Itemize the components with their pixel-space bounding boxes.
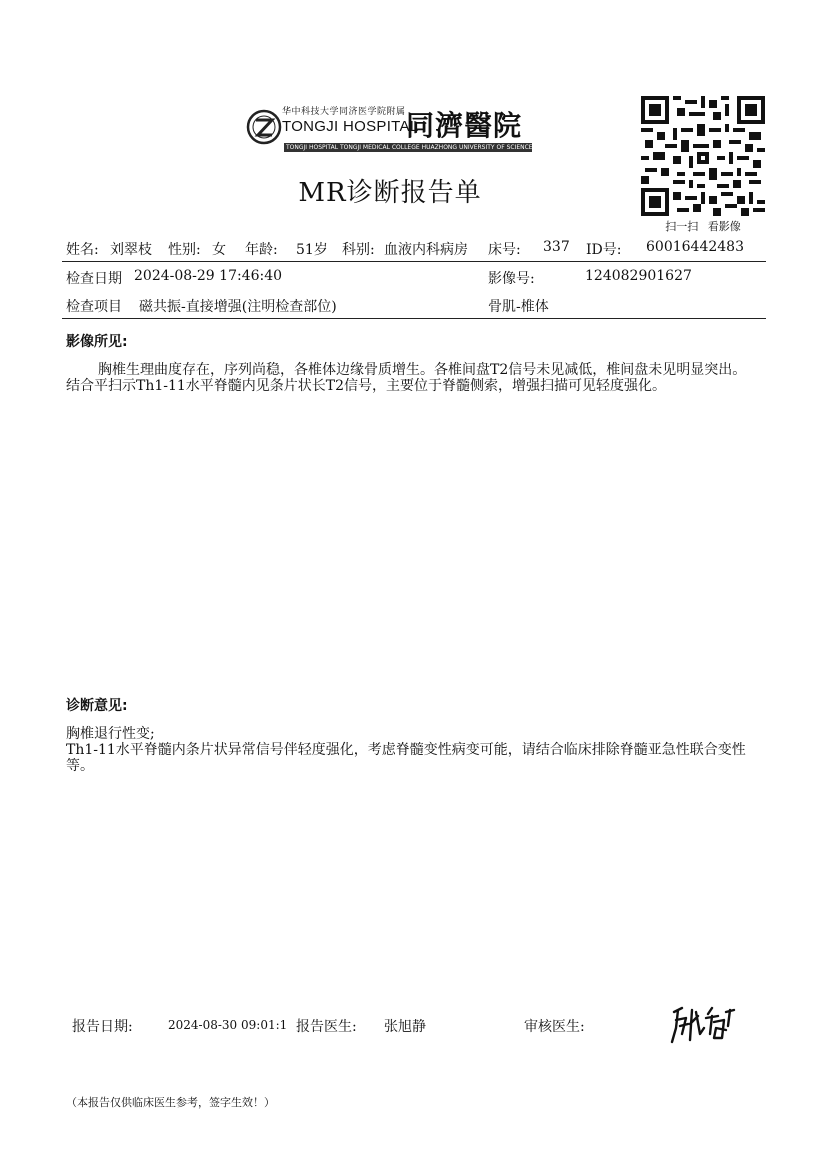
findings-heading: 影像所见: bbox=[66, 334, 128, 350]
diagnosis-line-2: Th1-11水平脊髓内条片状异常信号伴轻度强化，考虑脊髓变性病变可能，请结合临床排除脊髓亚急性联合变性等。 bbox=[66, 742, 746, 774]
patient-name: 刘翠枝 bbox=[110, 242, 152, 258]
patient-age: 51岁 bbox=[296, 242, 328, 258]
report-doctor: 张旭静 bbox=[384, 1019, 426, 1035]
university-name: 华中科技大学同济医学院附属 bbox=[282, 107, 406, 117]
exam-item: 磁共振-直接增强(注明检查部位) bbox=[139, 299, 337, 315]
image-no: 124082901627 bbox=[585, 268, 692, 284]
patient-sex-label: 性别: bbox=[168, 242, 201, 258]
hospital-logo bbox=[246, 100, 583, 156]
reviewer-signature bbox=[668, 1004, 738, 1048]
diagnosis-line-1: 胸椎退行性变; bbox=[66, 726, 155, 742]
report-date-label: 报告日期: bbox=[72, 1019, 133, 1035]
disclaimer-note: （本报告仅供临床医生参考，签字生效！） bbox=[66, 1096, 275, 1109]
divider bbox=[62, 261, 766, 262]
patient-id: 60016442483 bbox=[646, 239, 744, 255]
diagnosis-heading: 诊断意见: bbox=[66, 698, 128, 714]
report-doctor-label: 报告医生: bbox=[296, 1019, 357, 1035]
patient-age-label: 年龄: bbox=[245, 242, 278, 258]
image-no-label: 影像号: bbox=[488, 271, 535, 287]
divider bbox=[62, 318, 766, 319]
patient-name-label: 姓名: bbox=[66, 242, 99, 258]
patient-id-label: ID号: bbox=[586, 242, 622, 258]
exam-item-label: 检查项目 bbox=[66, 299, 122, 315]
findings-text: 胸椎生理曲度存在，序列尚稳，各椎体边缘骨质增生。各椎间盘T2信号未见减低，椎间盘未见明显突出。结合平扫示Th1-11水平脊髓内见条片状长T2信号，主要位于脊髓侧索，增强扫描可见轻度强化。 bbox=[66, 362, 747, 394]
hospital-name-en: TONGJI HOSPITAL bbox=[282, 118, 419, 135]
patient-dept-label: 科别: bbox=[342, 242, 375, 258]
patient-bed: 337 bbox=[543, 239, 570, 255]
patient-bed-label: 床号: bbox=[488, 242, 521, 258]
exam-body-part: 骨肌-椎体 bbox=[488, 299, 549, 315]
patient-sex: 女 bbox=[212, 242, 226, 258]
exam-date: 2024-08-29 17:46:40 bbox=[134, 268, 283, 284]
hospital-seal-icon bbox=[246, 102, 286, 152]
report-title: MR诊断报告单 bbox=[298, 178, 482, 208]
review-doctor-label: 审核医生: bbox=[524, 1019, 585, 1035]
qr-caption: 扫一扫 看影像 bbox=[665, 220, 741, 233]
report-date: 2024-08-30 09:01:1 bbox=[168, 1018, 288, 1032]
qr-code-icon[interactable] bbox=[641, 96, 765, 216]
logo-strip: TONGJI HOSPITAL TONGJI MEDICAL COLLEGE HUAZHONG UNIVERSITY OF SCIENCE & TECHNOLOGY bbox=[286, 144, 583, 151]
patient-dept: 血液内科病房 bbox=[384, 242, 468, 258]
exam-date-label: 检查日期 bbox=[66, 271, 122, 287]
hospital-name-cn: 同濟醫院 bbox=[406, 109, 523, 142]
